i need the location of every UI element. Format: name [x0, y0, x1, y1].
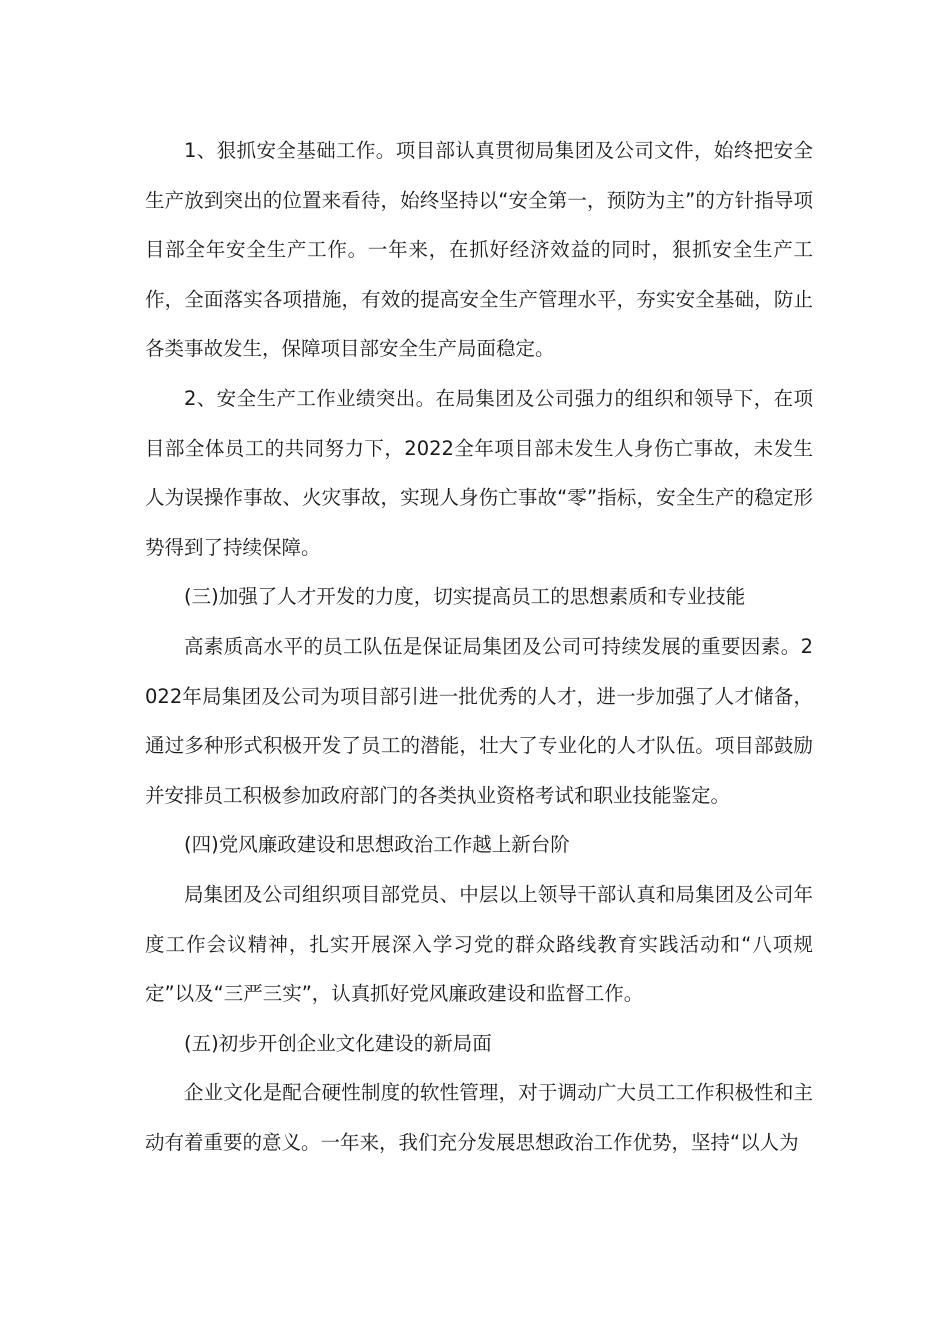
paragraph-talent: 高素质高水平的员工队伍是保证局集团及公司可持续发展的重要因素。2022年局集团及公司为项目部引进一批优秀的人才，进一步加强了人才储备，通过多种形式积极开发了员工的潜能，壮大了专业化的人才队伍。项目部鼓励并安排员工积极参加政府部门的各类执业资格考试和职业技能鉴定。 — [145, 634, 813, 807]
section-heading-party: (四)党风廉政建设和思想政治工作越上新台阶 — [184, 833, 570, 857]
document-body — [145, 126, 813, 1167]
paragraph-safety-performance: 2、安全生产工作业绩突出。在局集团及公司强力的组织和领导下，在项目部全体员工的共同努力下，2022全年项目部未发生人身伤亡事故，未发生人为误操作事故、火灾事故，实现人身伤亡事故“零”指标，安全生产的稳定形势得到了持续保障。 — [145, 386, 813, 559]
paragraph-culture: 企业文化是配合硬性制度的软性管理，对于调动广大员工工作积极性和主动有着重要的意义。一年来，我们充分发展思想政治工作优势，坚持“以人为 — [145, 1081, 813, 1154]
section-heading-culture: (五)初步开创企业文化建设的新局面 — [184, 1031, 492, 1055]
section-heading-talent: (三)加强了人才开发的力度，切实提高员工的思想素质和专业技能 — [184, 585, 746, 609]
paragraph-party: 局集团及公司组织项目部党员、中层以上领导干部认真和局集团及公司年度工作会议精神，扎实开展深入学习党的群众路线教育实践活动和“八项规定”以及“三严三实”，认真抓好党风廉政建设和监督工作。 — [145, 882, 813, 1006]
paragraph-safety-foundation: 1、狠抓安全基础工作。项目部认真贯彻局集团及公司文件，始终把安全生产放到突出的位置来看待，始终坚持以“安全第一，预防为主”的方针指导项目部全年安全生产工作。一年来，在抓好经济效益的同时，狠抓安全生产工作，全面落实各项措施，有效的提高安全生产管理水平，夯实安全基础，防止各类事故发生，保障项目部安全生产局面稳定。 — [145, 139, 813, 361]
